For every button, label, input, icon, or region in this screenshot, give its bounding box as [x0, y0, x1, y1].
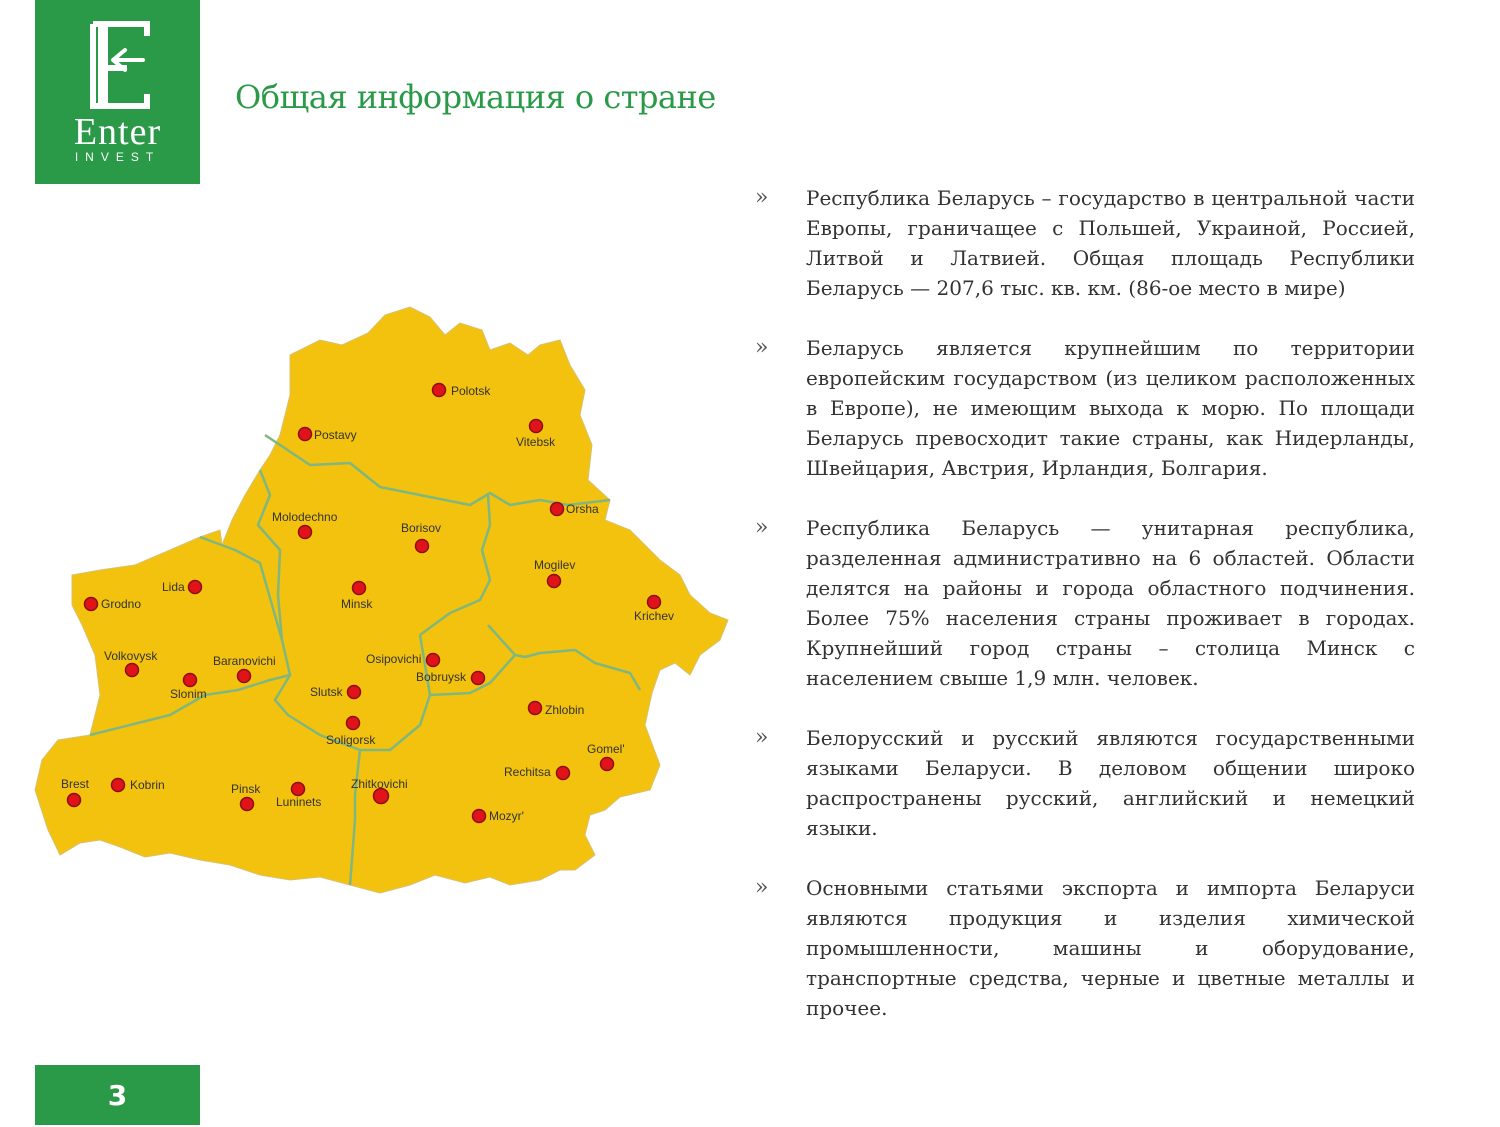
bullet-marker: » — [755, 875, 769, 900]
city-marker-krichev — [648, 596, 661, 609]
city-marker-minsk — [353, 582, 366, 595]
city-marker-molodechno — [299, 526, 312, 539]
page-number: 3 — [35, 1065, 200, 1125]
city-label-zhitkovichi: Zhitkovichi — [351, 777, 408, 791]
city-label-osipovichi: Osipovichi — [366, 652, 422, 666]
bullet-text: Белорусский и русский являются государственными языками Беларуси. В деловом общении широко распространены русский, английский и немецкий языки. — [806, 726, 1415, 840]
city-marker-mozyr — [473, 810, 486, 823]
list-item — [755, 513, 1415, 693]
city-marker-mogilev — [548, 575, 561, 588]
city-label-rechitsa: Rechitsa — [504, 765, 551, 779]
logo-e-arrow-icon — [35, 18, 200, 114]
city-label-volkovysk: Volkovysk — [104, 649, 158, 663]
city-marker-gomel — [601, 758, 614, 771]
city-marker-pinsk — [241, 798, 254, 811]
city-label-slutsk: Slutsk — [310, 685, 343, 699]
list-item — [755, 873, 1415, 1023]
city-label-luninets: Luninets — [276, 795, 322, 809]
page-title: Общая информация о стране — [235, 78, 716, 116]
city-marker-zhlobin — [529, 702, 542, 715]
city-label-polotsk: Polotsk — [451, 384, 491, 398]
bullet-text: Основными статьями экспорта и импорта Беларуси являются продукция и изделия химической промышленности, машины и оборудование, транспортные средства, черные и цветные металлы и прочее. — [806, 876, 1415, 1020]
city-marker-postavy — [299, 428, 312, 441]
city-label-slonim: Slonim — [170, 687, 207, 701]
bullet-text: Республика Беларусь — унитарная республика, разделенная административно на 6 областей. Области делятся на районы и города областного подчинения. Более 75% населения страны проживает в городах. Крупнейший город страны – столица Минск с населением свыше 1,9 млн. человек. — [806, 516, 1415, 690]
brand-logo — [35, 0, 200, 184]
city-label-krichev: Krichev — [634, 609, 675, 623]
city-label-zhlobin: Zhlobin — [545, 703, 585, 717]
city-label-soligorsk: Soligorsk — [326, 733, 376, 747]
city-marker-osipovichi — [427, 654, 440, 667]
city-label-orsha: Orsha — [566, 502, 599, 516]
city-marker-soligorsk — [347, 717, 360, 730]
bullet-marker: » — [755, 335, 769, 360]
belarus-map — [20, 295, 740, 915]
city-marker-vitebsk — [530, 420, 543, 433]
city-label-grodno: Grodno — [101, 597, 142, 611]
info-list — [755, 183, 1415, 1053]
city-label-bobruysk: Bobruysk — [416, 670, 467, 684]
city-marker-borisov — [416, 540, 429, 553]
city-marker-kobrin — [112, 779, 125, 792]
city-marker-luninets — [292, 783, 305, 796]
bullet-marker: » — [755, 185, 769, 210]
city-label-gomel: Gomel' — [587, 742, 625, 756]
city-label-vitebsk: Vitebsk — [516, 435, 556, 449]
bullet-marker: » — [755, 725, 769, 750]
city-label-mogilev: Mogilev — [534, 558, 576, 572]
city-label-borisov: Borisov — [401, 521, 442, 535]
city-label-baranovichi: Baranovichi — [213, 654, 276, 668]
brand-sub: INVEST — [74, 150, 161, 164]
city-marker-rechitsa — [557, 767, 570, 780]
bullet-marker: » — [755, 515, 769, 540]
bullet-text: Республика Беларусь – государство в центральной части Европы, граничащее с Польшей, Украиной, Россией, Литвой и Латвией. Общая площадь Республики Беларусь — 207,6 тыс. кв. км. (86-ое место в мире) — [806, 186, 1415, 300]
city-marker-volkovysk — [126, 664, 139, 677]
city-label-mozyr: Mozyr' — [489, 809, 524, 823]
city-label-molodechno: Molodechno — [272, 510, 338, 524]
city-label-lida: Lida — [162, 580, 185, 594]
city-marker-bobruysk — [472, 672, 485, 685]
list-item — [755, 723, 1415, 843]
list-item — [755, 183, 1415, 303]
city-label-kobrin: Kobrin — [130, 778, 165, 792]
city-marker-baranovichi — [238, 670, 251, 683]
city-label-brest: Brest — [61, 777, 90, 791]
city-marker-polotsk — [433, 384, 446, 397]
city-marker-brest — [68, 794, 81, 807]
city-label-pinsk: Pinsk — [231, 782, 261, 796]
city-marker-grodno — [85, 598, 98, 611]
brand-name: Enter — [73, 111, 162, 153]
bullet-text: Беларусь является крупнейшим по территории европейским государством (из целиком расположенных в Европе), не имеющим выхода к морю. По площади Беларусь превосходит такие страны, как Нидерланды, Швейцария, Австрия, Ирландия, Болгария. — [806, 336, 1415, 480]
city-marker-slonim — [184, 674, 197, 687]
city-label-minsk: Minsk — [341, 597, 373, 611]
city-marker-lida — [189, 581, 202, 594]
city-marker-orsha — [551, 503, 564, 516]
list-item — [755, 333, 1415, 483]
city-label-postavy: Postavy — [314, 428, 357, 442]
city-marker-slutsk — [348, 686, 361, 699]
